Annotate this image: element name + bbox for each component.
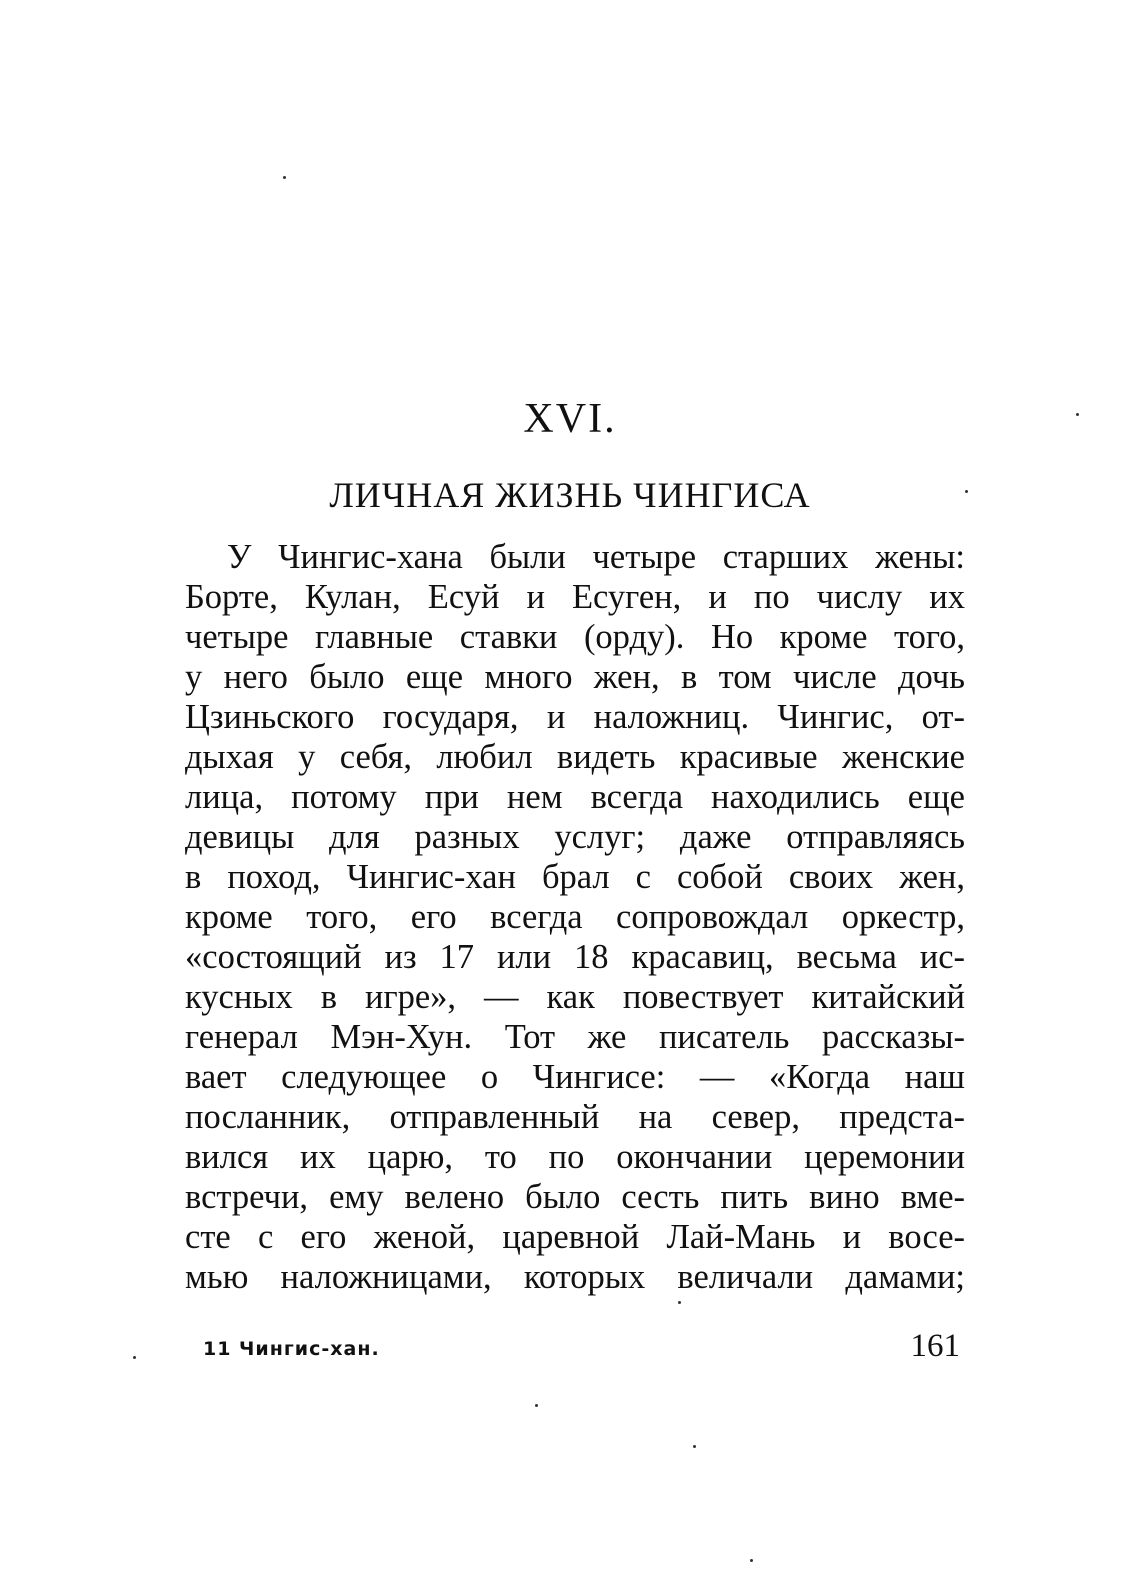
text-line: посланник, отправленный на север, предста- [185,1098,965,1136]
text-line: вился их царю, то по окончании церемонии [185,1138,965,1176]
scan-speck [133,1356,136,1359]
text-line: мью наложницами, которых величали дамами; [185,1258,965,1296]
text-line: «состоящий из 17 или 18 красавиц, весьма ис- [185,938,965,976]
body-text [185,537,965,1297]
text-line: вает следующее о Чингисе: — «Когда наш [185,1058,965,1096]
text-line: девицы для разных услуг; даже отправляясь [185,818,965,856]
text-line: встречи, ему велено было сесть пить вино вме- [185,1178,965,1216]
text-line: кроме того, его всегда сопровождал оркестр, [185,898,965,936]
chapter-number: XVI. [523,396,617,442]
scan-speck [693,1445,696,1448]
text-line: генерал Мэн-Хун. Тот же писатель рассказы- [185,1018,965,1056]
text-line: у него было еще много жен, в том числе дочь [185,658,965,696]
text-line: кусных в игре», — как повествует китайский [185,978,965,1016]
chapter-title: ЛИЧНАЯ ЖИЗНЬ ЧИНГИСА [329,475,811,515]
scan-speck [1076,413,1079,416]
text-line: лица, потому при нем всегда находились еще [185,778,965,816]
scan-speck [678,1301,681,1304]
footer-signature: 11 Чингис-хан. [203,1338,380,1360]
text-line: четыре главные ставки (орду). Но кроме того, [185,618,965,656]
text-line: У Чингис-хана были четыре старших жены: [227,538,965,576]
scan-speck [750,1559,753,1562]
text-line: дыхая у себя, любил видеть красивые женские [185,738,965,776]
scan-speck [283,176,286,179]
text-line: сте с его женой, царевной Лай-Мань и восе- [185,1218,965,1256]
page-number: 161 [910,1328,960,1364]
scan-speck [965,490,968,493]
text-line: в поход, Чингис-хан брал с собой своих жен, [185,858,965,896]
scan-speck [535,1404,538,1407]
text-line: Борте, Кулан, Есуй и Есуген, и по числу их [185,578,965,616]
text-line: Цзиньского государя, и наложниц. Чингис, от- [185,698,965,736]
